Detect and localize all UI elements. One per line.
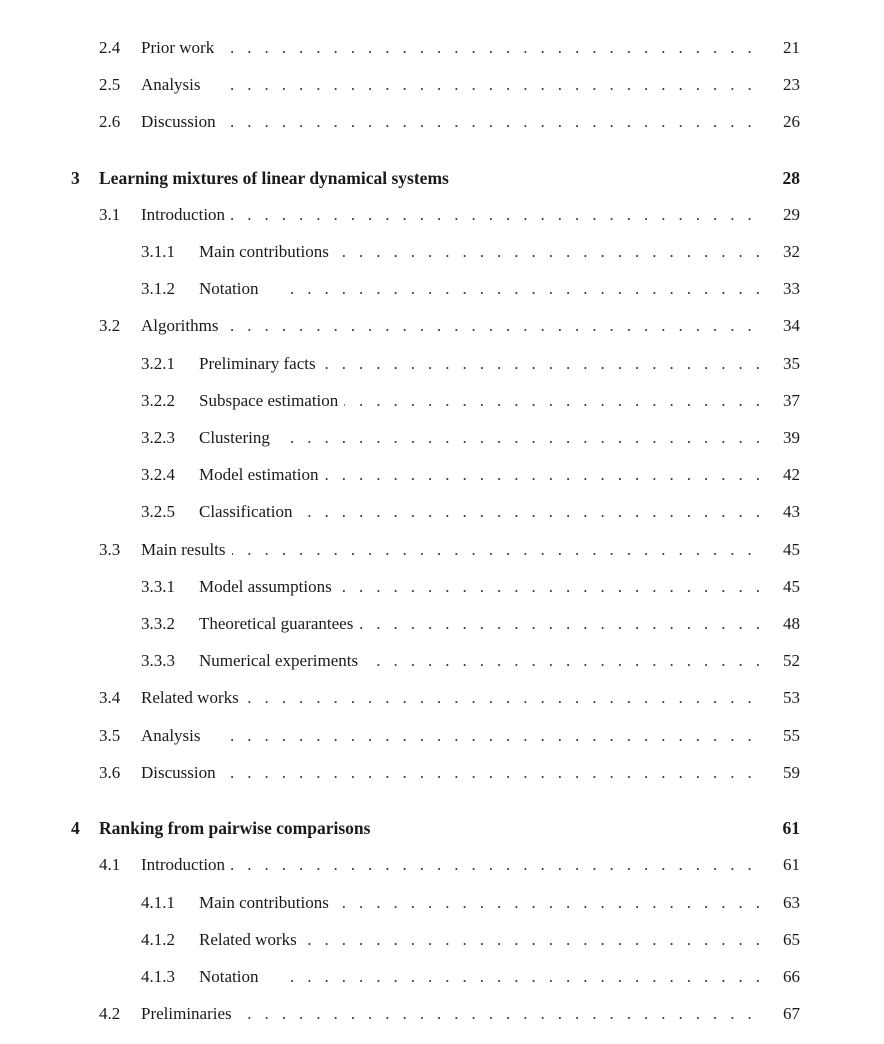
toc-dot-leader [290,925,766,955]
toc-entry[interactable] [0,386,884,416]
toc-entry-page: 28 [782,168,800,188]
toc-entry-title: Classification [199,497,298,527]
toc-entry-page: 43 [783,502,800,521]
toc-entry[interactable] [0,572,884,602]
toc-dot-leader [230,999,766,1029]
toc-entry-number: 3.2 [99,316,121,335]
toc-entry-title: Main contributions [199,237,335,267]
toc-entry[interactable] [0,962,884,992]
toc-entry-number: 3.3 [99,540,121,559]
toc-entry-number: 3.3.2 [141,614,175,633]
toc-entry-number: 2.6 [99,112,121,131]
toc-dot-leader [290,609,766,639]
toc-dot-leader [230,70,766,100]
toc-entry[interactable] [0,460,884,490]
toc-entry[interactable] [0,646,884,676]
toc-dot-leader [290,274,766,304]
toc-dot-leader [290,349,766,379]
toc-entry-page: 67 [783,1004,800,1023]
toc-entry-number: 3.6 [99,763,121,782]
toc-entry[interactable] [0,70,884,100]
toc-dot-leader [230,33,766,63]
toc-dot-leader [290,423,766,453]
toc-entry-page: 32 [783,242,800,261]
toc-entry[interactable] [0,758,884,788]
toc-entry[interactable] [0,721,884,751]
toc-entry-title: Introduction [141,850,231,880]
toc-dot-leader [230,850,766,880]
toc-entry[interactable] [0,535,884,565]
toc-chapter-entry[interactable] [0,163,884,193]
toc-entry-title: Discussion [141,107,222,137]
toc-entry-title: Model estimation [199,460,324,490]
toc-entry[interactable] [0,609,884,639]
toc-entry-title: Algorithms [141,311,224,341]
toc-entry-page: 52 [783,651,800,670]
toc-entry-title: Learning mixtures of linear dynamical systems [99,163,455,193]
toc-entry-number: 3.1.1 [141,242,175,261]
toc-entry-title: Discussion [141,758,222,788]
toc-entry-number: 3.3.3 [141,651,175,670]
toc-entry-number: 3 [71,168,80,188]
toc-entry-title: Ranking from pairwise comparisons [99,813,376,843]
toc-entry-title: Numerical experiments [199,646,364,676]
toc-dot-leader [230,200,766,230]
toc-dot-leader [290,572,766,602]
toc-entry[interactable] [0,33,884,63]
toc-dot-leader [230,758,766,788]
toc-entry-title: Analysis [141,721,207,751]
toc-entry-number: 2.4 [99,38,121,57]
toc-entry-page: 35 [783,354,800,373]
toc-dot-leader [230,721,766,751]
toc-dot-leader [230,107,766,137]
toc-entry-page: 66 [783,967,800,986]
toc-entry-title: Preliminary facts [199,349,322,379]
toc-entry[interactable] [0,925,884,955]
toc-entry-number: 3.1 [99,205,121,224]
toc-entry-number: 3.3.1 [141,577,175,596]
toc-entry-page: 48 [783,614,800,633]
toc-entry[interactable] [0,274,884,304]
toc-dot-leader [290,888,766,918]
toc-entry[interactable] [0,683,884,713]
toc-entry-page: 23 [783,75,800,94]
toc-entry-page: 53 [783,688,800,707]
toc-entry-number: 2.5 [99,75,121,94]
toc-entry-page: 21 [783,38,800,57]
toc-entry-number: 3.2.2 [141,391,175,410]
toc-entry-page: 45 [783,577,800,596]
toc-dot-leader [290,460,766,490]
toc-entry-number: 3.4 [99,688,121,707]
toc-entry[interactable] [0,888,884,918]
toc-entry-title: Theoretical guarantees [199,609,359,639]
toc-entry-number: 3.2.5 [141,502,175,521]
toc-entry-title: Notation [199,962,265,992]
toc-entry-page: 61 [782,818,800,838]
toc-entry-title: Model assumptions [199,572,338,602]
toc-entry-number: 3.1.2 [141,279,175,298]
toc-dot-leader [290,497,766,527]
toc-entry-page: 39 [783,428,800,447]
toc-dot-leader [290,237,766,267]
toc-entry[interactable] [0,850,884,880]
toc-dot-leader [230,311,766,341]
toc-entry-page: 45 [783,540,800,559]
toc-entry-number: 4.1.3 [141,967,175,986]
toc-chapter-entry[interactable] [0,813,884,843]
toc-dot-leader [290,386,766,416]
toc-entry-page: 59 [783,763,800,782]
toc-entry-number: 4.2 [99,1004,121,1023]
toc-entry-number: 3.2.3 [141,428,175,447]
toc-entry-title: Main contributions [199,888,335,918]
toc-entry-page: 37 [783,391,800,410]
toc-entry-number: 4.1.1 [141,893,175,912]
toc-entry-title: Related works [141,683,245,713]
toc-entry-number: 3.5 [99,726,121,745]
toc-entry-title: Related works [199,925,303,955]
toc-entry-page: 55 [783,726,800,745]
toc-entry[interactable] [0,237,884,267]
toc-entry-page: 34 [783,316,800,335]
toc-entry-page: 26 [783,112,800,131]
toc-entry-title: Clustering [199,423,276,453]
toc-entry-title: Prior work [141,33,220,63]
toc-entry[interactable] [0,311,884,341]
toc-entry[interactable] [0,107,884,137]
toc-entry-number: 3.2.4 [141,465,175,484]
toc-entry-title: Preliminaries [141,999,238,1029]
toc-entry[interactable] [0,423,884,453]
toc-entry-number: 4.1 [99,855,121,874]
toc-entry[interactable] [0,497,884,527]
toc-entry[interactable] [0,999,884,1029]
toc-entry-page: 65 [783,930,800,949]
toc-entry-page: 42 [783,465,800,484]
toc-entry-number: 3.2.1 [141,354,175,373]
toc-entry-title: Notation [199,274,265,304]
toc-entry-title: Introduction [141,200,231,230]
toc-entry-number: 4.1.2 [141,930,175,949]
toc-entry[interactable] [0,200,884,230]
toc-entry-page: 33 [783,279,800,298]
toc-entry-page: 63 [783,893,800,912]
toc-entry-page: 61 [783,855,800,874]
toc-entry-title: Main results [141,535,232,565]
toc-entry-page: 29 [783,205,800,224]
toc-dot-leader [230,535,766,565]
toc-dot-leader [290,962,766,992]
toc-dot-leader [230,683,766,713]
toc-entry-title: Subspace estimation [199,386,344,416]
toc-entry[interactable] [0,349,884,379]
toc-entry-title: Analysis [141,70,207,100]
toc-entry-number: 4 [71,818,80,838]
